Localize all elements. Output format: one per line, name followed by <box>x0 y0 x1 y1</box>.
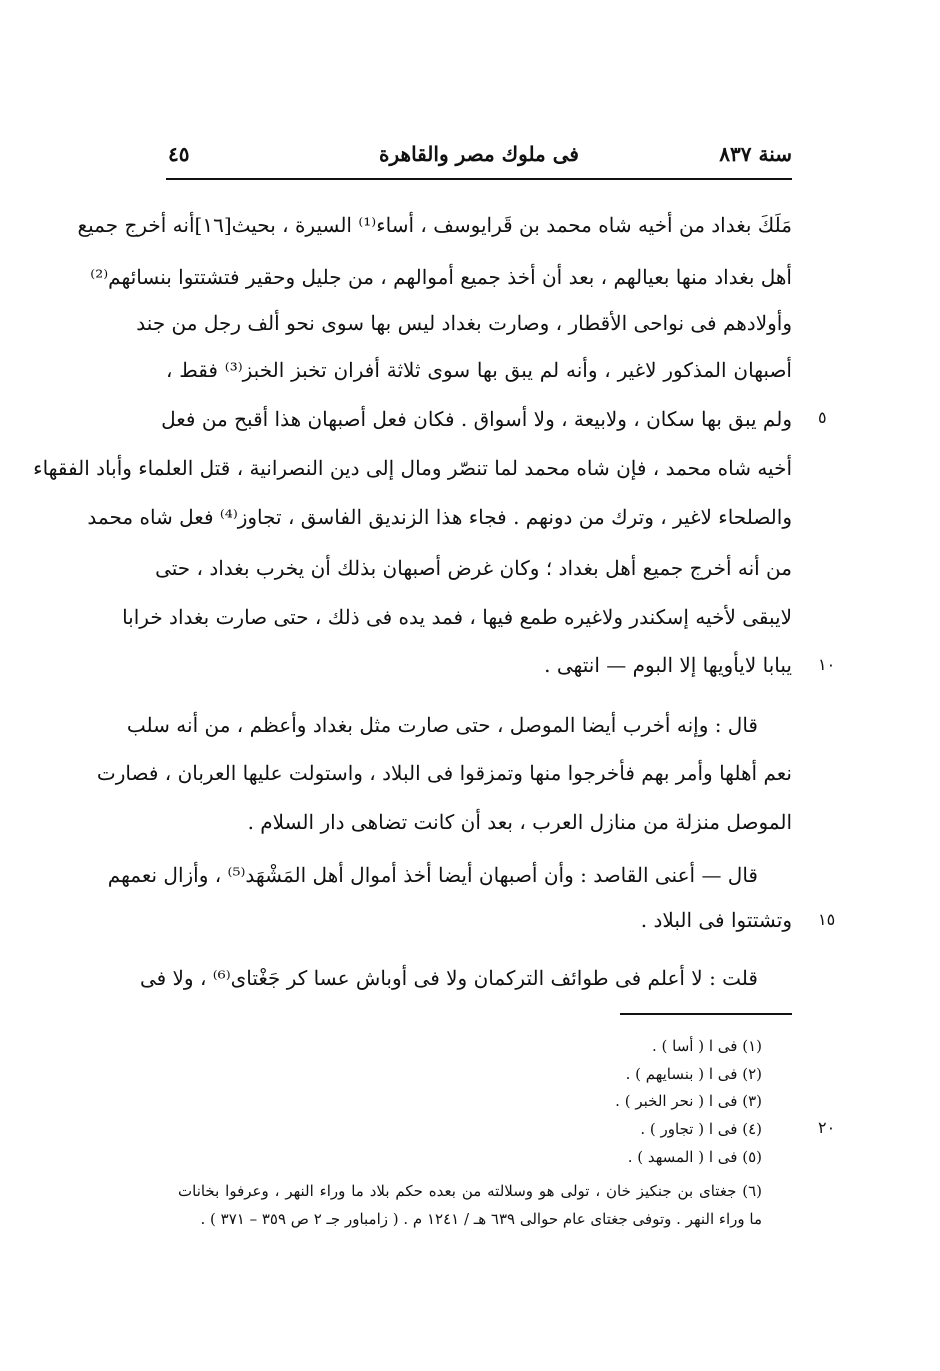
text-line-11: قال : وإنه أخرب أيضا الموصل ، حتى صارت مثل بغداد وأعظم ، من أنه سلب <box>126 713 758 737</box>
text-line-3: وأولادهم فى نواحى الأقطار ، وصارت بغداد ليس بها سوى نحو ألف رجل من جند <box>136 311 792 335</box>
page-number: ٤٥ <box>168 142 190 166</box>
text-line-9: لايبقى لأخيه إسكندر ولاغيره طمع فيها ، فمد يده فى ذلك ، حتى صارت بغداد خرابا <box>122 605 792 629</box>
text-line-10: يبابا لايأويها إلا البوم — انتهى . <box>544 653 792 677</box>
header-year: سنة ٨٣٧ <box>719 142 792 166</box>
line-number-10: ١٠ <box>818 655 836 674</box>
text-line-14: قال — أعنى القاصد : وأن أصبهان أيضا أخذ أموال أهل المَشْهَد⁽⁵⁾ ، وأزال نعمهم <box>107 863 758 887</box>
running-header <box>166 138 792 174</box>
text-line-2: أهل بغداد منها بعيالهم ، بعد أن أخذ جميع أموالهم ، من جليل وحقير فتشتتوا بنسائهم⁽²⁾ <box>90 265 792 289</box>
text-line-12: نعم أهلها وأمر بهم فأخرجوا منها وتمزقوا فى البلاد ، واستولت عليها العربان ، فصارت <box>96 761 792 785</box>
text-line-4: أصبهان المذكور لاغير ، وأنه لم يبق بها سوى ثلاثة أفران تخبز الخبز⁽³⁾ فقط ، <box>166 358 792 382</box>
text-line-7: والصلحاء لاغير ، وترك من دونهم . فجاء هذا الزنديق الفاسق ، تجاوز⁽⁴⁾ فعل شاه محمد <box>87 505 792 529</box>
text-line-16: قلت : لا أعلم فى طوائف التركمان ولا فى أوباش عسا كر جَغْتاى⁽⁶⁾ ، ولا فى <box>139 966 758 990</box>
text-line-5: ولم يبق بها سكان ، ولابيعة ، ولا أسواق . فكان فعل أصبهان هذا أقبح من فعل <box>161 407 792 431</box>
line-number-15: ١٥ <box>818 910 836 929</box>
line-number-20: ٢٠ <box>818 1118 836 1137</box>
footnote-4: (٤) فى ا ( تجاور ) . <box>640 1120 762 1138</box>
footnote-1: (١) فى ا ( أسا ) . <box>651 1037 762 1055</box>
footnote-3: (٣) فى ا ( نحر الخبر ) . <box>615 1092 762 1110</box>
footnote-5: (٥) فى ا ( المسهد ) . <box>627 1148 762 1166</box>
text-line-6: أخيه شاه محمد ، فإن شاه محمد لما تنصّر ومال إلى دين النصرانية ، قتل العلماء وأباد الفقهاء <box>33 456 792 480</box>
line-number-5: ٥ <box>818 408 827 427</box>
footnote-rule <box>620 1013 792 1015</box>
footnote-6: (٦) جغتاى بن جنكيز خان ، تولى هو وسلالته من بعده حكم بلاد ما وراء النهر ، وعرفوا بخانات <box>178 1182 762 1200</box>
text-line-1: مَلَكَ بغداد من أخيه شاه محمد بن قَرايوسف ، أساء⁽¹⁾ السيرة ، بحيث[١٦]أنه أخرج جميع <box>77 213 792 237</box>
text-line-15: وتشتتوا فى البلاد . <box>640 908 792 932</box>
text-line-8: من أنه أخرج جميع أهل بغداد ؛ وكان غرض أصبهان بذلك أن يخرب بغداد ، حتى <box>155 556 792 580</box>
header-title: فى ملوك مصر والقاهرة <box>379 142 579 166</box>
footnote-6-continued: ما وراء النهر . وتوفى جغتاى عام حوالى ٦٣٩ هـ / ١٢٤١ م . ( زامباور جـ ٢ ص ٣٥٩ – ٣٧١ ) . <box>200 1210 762 1228</box>
header-rule <box>166 178 792 180</box>
footnote-2: (٢) فى ا ( بنسايهم ) . <box>625 1065 762 1083</box>
text-line-13: الموصل منزلة من منازل العرب ، بعد أن كانت تضاهى دار السلام . <box>247 810 792 834</box>
